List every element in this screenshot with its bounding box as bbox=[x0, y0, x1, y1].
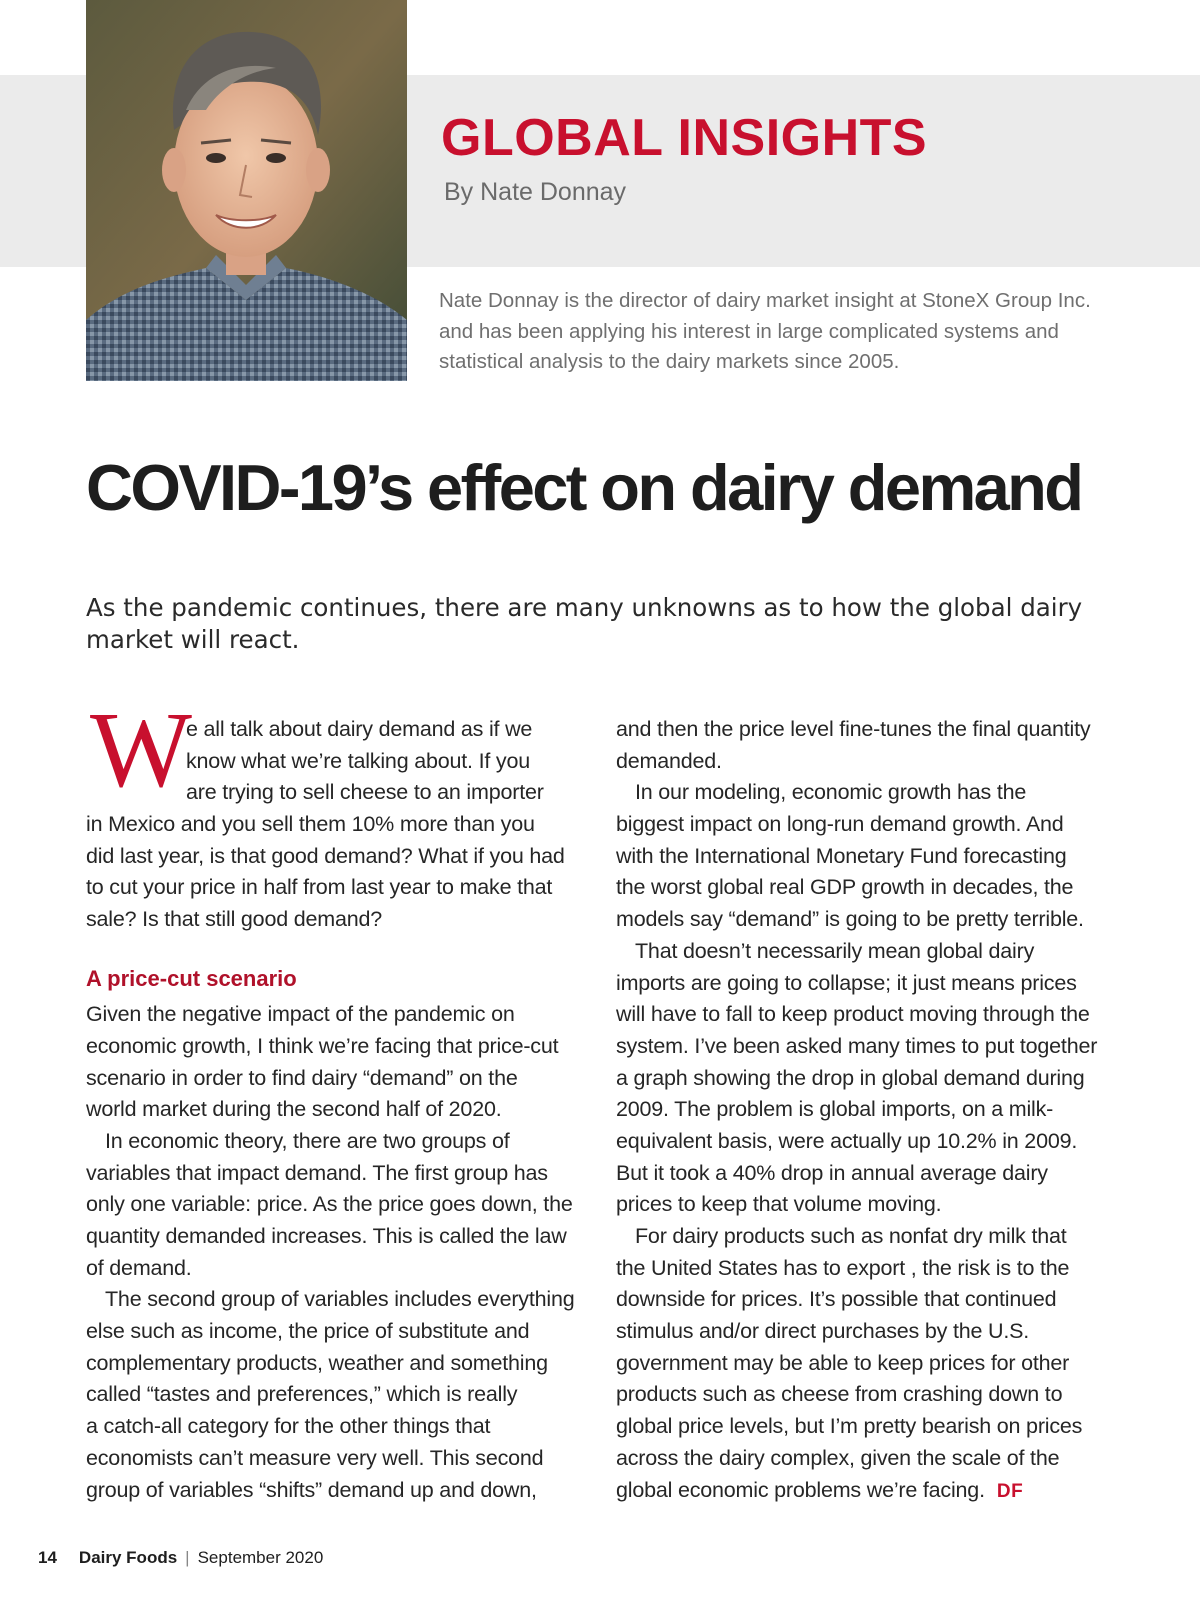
body-line-final bbox=[616, 1475, 1136, 1507]
page-footer bbox=[38, 1548, 323, 1568]
author-bio bbox=[439, 286, 1139, 378]
body-line: group of variables “shifts” demand up and down, bbox=[86, 1477, 537, 1502]
article-headline: COVID-19’s effect on dairy demand bbox=[86, 451, 1082, 524]
body-line: That doesn’t necessarily mean global dairy bbox=[635, 938, 1035, 963]
body-line: are trying to sell cheese to an importer bbox=[186, 780, 544, 805]
byline: By Nate Donnay bbox=[444, 178, 627, 206]
body-line: government may be able to keep prices for other bbox=[616, 1350, 1070, 1375]
body-line: scenario in order to find dairy “demand” on the bbox=[86, 1065, 518, 1090]
body-line: did last year, is that good demand? What if you had bbox=[86, 843, 565, 868]
body-line: with the International Monetary Fund forecasting bbox=[616, 843, 1067, 868]
body-line: complementary products, weather and something bbox=[86, 1350, 548, 1375]
body-line: and then the price level fine-tunes the final quantity bbox=[616, 717, 1091, 741]
body-line: But it took a 40% drop in annual average dairy bbox=[616, 1160, 1048, 1185]
footer-separator: | bbox=[185, 1548, 190, 1567]
article-deck bbox=[86, 592, 1146, 656]
body-line: imports are going to collapse; it just means prices bbox=[616, 970, 1077, 995]
bio-line: and has been applying his interest in large complicated systems and bbox=[439, 319, 1059, 343]
body-line: In economic theory, there are two groups of bbox=[105, 1128, 510, 1153]
publication-name: Dairy Foods bbox=[78, 1548, 178, 1567]
body-line: else such as income, the price of substitute and bbox=[86, 1319, 530, 1344]
bio-line: statistical analysis to the dairy markets since 2005. bbox=[439, 350, 900, 373]
body-line: called “tastes and preferences,” which is really bbox=[86, 1382, 518, 1407]
body-line: to cut your price in half from last year to make that bbox=[86, 875, 553, 900]
body-line: The second group of variables includes everything bbox=[105, 1287, 575, 1312]
body-line: economists can’t measure very well. This second bbox=[86, 1445, 544, 1470]
body-line: across the dairy complex, given the scale of the bbox=[616, 1445, 1060, 1470]
body-line: a catch-all category for the other things that bbox=[86, 1414, 491, 1439]
body-line: world market during the second half of 2020. bbox=[86, 1097, 502, 1122]
body-line: 2009. The problem is global imports, on a milk- bbox=[616, 1097, 1054, 1122]
body-line: equivalent basis, were actually up 10.2% in 2009. bbox=[616, 1128, 1078, 1153]
body-line: Given the negative impact of the pandemic on bbox=[86, 1002, 515, 1027]
df-end-mark: DF bbox=[996, 1480, 1024, 1502]
column-title: GLOBAL INSIGHTS bbox=[441, 109, 928, 167]
body-line: products such as cheese from crashing down to bbox=[616, 1382, 1063, 1407]
body-line: global price levels, but I’m pretty bearish on prices bbox=[616, 1414, 1083, 1439]
body-line: only one variable: price. As the price goes down, the bbox=[86, 1192, 573, 1217]
spacer bbox=[86, 936, 606, 968]
body-line: of demand. bbox=[86, 1255, 192, 1280]
body-text: global economic problems we’re facing. bbox=[616, 1477, 985, 1502]
body-line: sale? Is that still good demand? bbox=[86, 907, 382, 932]
drop-cap: W bbox=[90, 691, 192, 810]
body-line: in Mexico and you sell them 10% more than you bbox=[86, 812, 535, 837]
body-line: variables that impact demand. The first group has bbox=[86, 1160, 548, 1185]
body-line: quantity demanded increases. This is called the law bbox=[86, 1224, 567, 1248]
body-line: stimulus and/or direct purchases by the U.S. bbox=[616, 1319, 1030, 1344]
body-line: system. I’ve been asked many times to put together bbox=[616, 1033, 1098, 1058]
deck-line: market will react. bbox=[86, 625, 300, 654]
deck-line: As the pandemic continues, there are many unknowns as to how the global dairy bbox=[86, 593, 1083, 622]
body-line: prices to keep that volume moving. bbox=[616, 1192, 942, 1217]
article-column-left bbox=[86, 714, 606, 1506]
body-line: a graph showing the drop in global demand during bbox=[616, 1065, 1085, 1090]
page-number: 14 bbox=[38, 1548, 57, 1567]
body-line: For dairy products such as nonfat dry milk that bbox=[635, 1224, 1067, 1248]
body-line: know what we’re talking about. If you bbox=[186, 748, 530, 773]
body-line: will have to fall to keep product moving through the bbox=[616, 1002, 1090, 1027]
body-line: downside for prices. It’s possible that continued bbox=[616, 1287, 1057, 1312]
body-line: In our modeling, economic growth has the bbox=[635, 780, 1027, 805]
body-line: the worst global real GDP growth in decades, the bbox=[616, 875, 1074, 900]
body-line: e all talk about dairy demand as if we bbox=[186, 717, 533, 741]
bio-line: Nate Donnay is the director of dairy market insight at StoneX Group Inc. bbox=[439, 289, 1091, 312]
article-column-right bbox=[616, 714, 1136, 1506]
body-line: models say “demand” is going to be pretty terrible. bbox=[616, 907, 1084, 932]
body-line: demanded. bbox=[616, 748, 722, 773]
issue-date: September 2020 bbox=[197, 1548, 324, 1567]
author-photo bbox=[86, 0, 407, 381]
body-line: the United States has to export , the risk is to the bbox=[616, 1255, 1070, 1280]
body-line: economic growth, I think we’re facing that price-cut bbox=[86, 1033, 559, 1058]
body-line: biggest impact on long-run demand growth. And bbox=[616, 812, 1064, 837]
section-subhead: A price-cut scenario bbox=[86, 966, 297, 991]
